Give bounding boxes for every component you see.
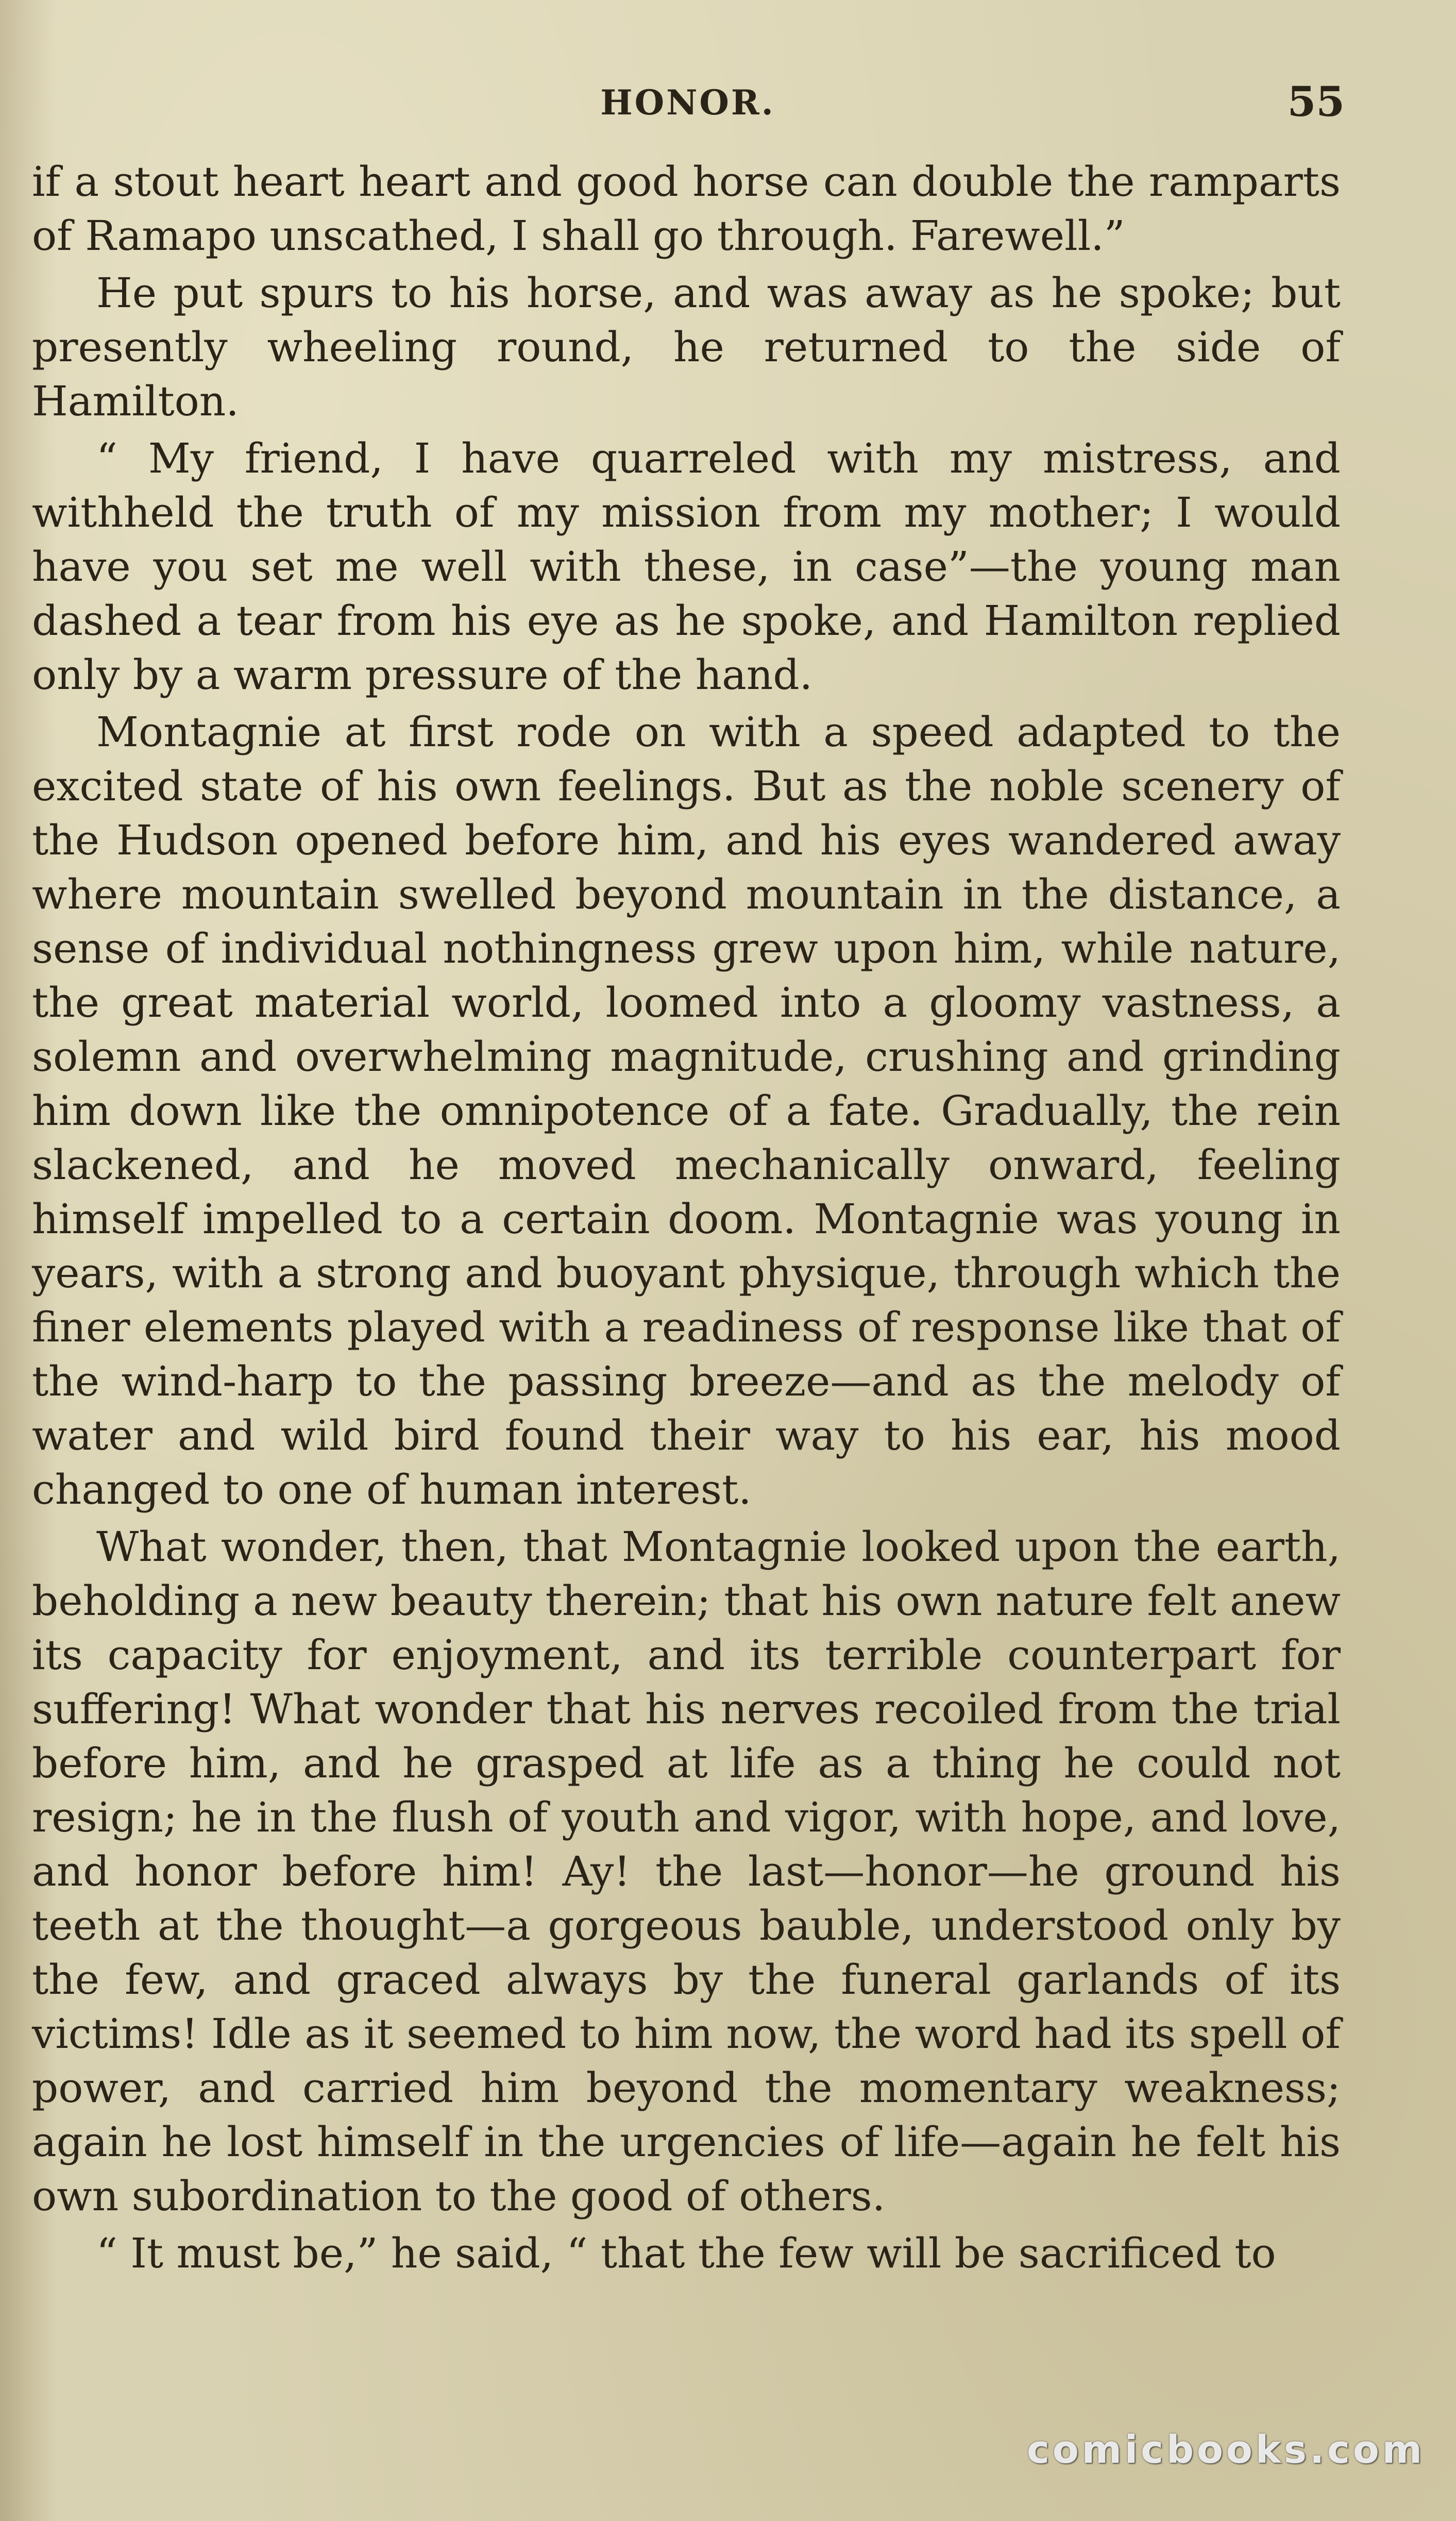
- paragraph: “ It must be,” he said, “ that the few will be sacrificed to: [96, 2229, 1276, 2277]
- page-number: 55: [1287, 77, 1345, 126]
- body-text: [32, 155, 1341, 2283]
- paragraph: He put spurs to his horse, and was away as he spoke; but presently wheeling round, he returned to the side of Hamilton.: [32, 269, 1341, 425]
- running-title: HONOR.: [600, 82, 775, 123]
- running-header: [31, 77, 1345, 139]
- paragraph: Montagnie at first rode on with a speed adapted to the excited state of his own feelings. But as the noble scenery of the Hudson opened before him, and his eyes wandered away where mountain swelled beyond mountain in the distance, a sense of individual nothingness grew upon him, while nature, the great material world, loomed into a gloomy vastness, a solemn and overwhelming magnitude, crushing and grinding him down like the omnipotence of a fate. Gradually, the rein slackened, and he moved mechanically onward, feeling himself impelled to a certain doom. Montagnie was young in years, with a strong and buoyant physique, through which the finer elements played with a readiness of response like that of the wind-harp to the passing breeze—and as the melody of water and wild bird found their way to his ear, his mood changed to one of human interest.: [32, 708, 1341, 1514]
- paragraph: “ My friend, I have quarreled with my mistress, and withheld the truth of my mission from my mother; I would have you set me well with these, in case”—the young man dashed a tear from his eye as he spoke, and Hamilton replied only by a warm pressure of the hand.: [32, 434, 1341, 699]
- watermark-logo: comicbooks.com: [1027, 2428, 1425, 2472]
- paragraph-continuation: if a stout heart heart and good horse can double the ramparts of Ramapo unscathed, I shall go through. Farewell.”: [32, 158, 1341, 260]
- paragraph: What wonder, then, that Montagnie looked upon the earth, beholding a new beauty therein; that his own nature felt anew its capacity for enjoyment, and its terrible counterpart for suffering! What wonder that his nerves recoiled from the trial before him, and he grasped at life as a thing he could not resign; he in the flush of youth and vigor, with hope, and love, and honor before him! Ay! the last—honor—he ground his teeth at the thought—a gorgeous bauble, understood only by the few, and graced always by the funeral garlands of its victims! Idle as it seemed to him now, the word had its spell of power, and carried him beyond the momentary weakness; again he lost himself in the urgencies of life—again he felt his own subordination to the good of others.: [32, 1523, 1341, 2220]
